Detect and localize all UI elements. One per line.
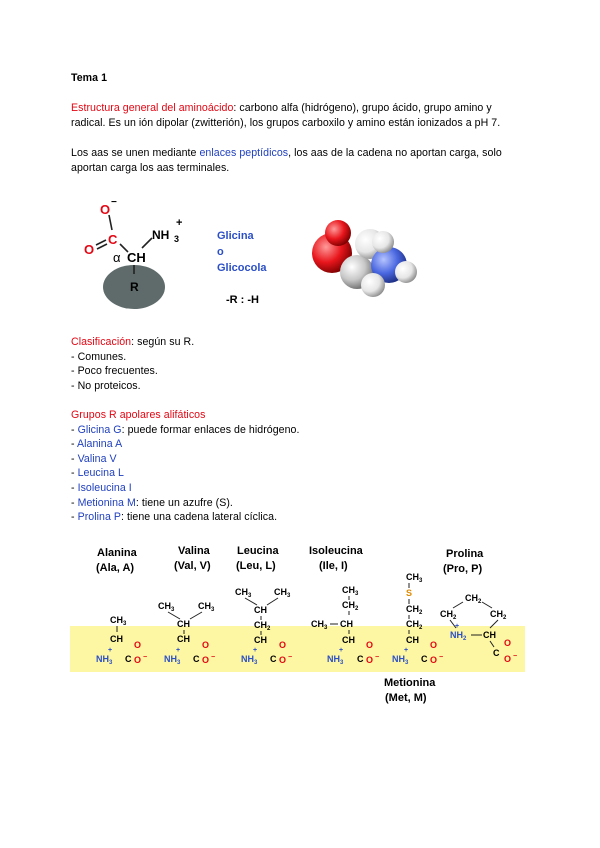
svg-text:CH2: $CH_2$	[406, 619, 423, 631]
svg-text:CH: CH	[110, 634, 123, 644]
amino-acid-figure	[70, 190, 430, 320]
carboxyl-c: C	[108, 232, 118, 247]
label-metionina: Metionina	[384, 677, 436, 689]
svg-text:NH3: $NH_3$	[96, 654, 113, 666]
peptide-link[interactable]: enlaces peptídicos	[199, 147, 289, 159]
svg-text:O: O	[279, 655, 287, 665]
apolar-item: - Glicina G: puede formar enlaces de hidrógeno.	[71, 423, 300, 436]
apolar-item-name: Alanina A	[77, 438, 123, 451]
svg-text:CH3: $CH_3$	[342, 585, 359, 597]
svg-text:CH: CH	[340, 619, 353, 629]
amino-sub-3: 3	[174, 234, 180, 244]
svg-text:CH: CH	[483, 630, 496, 640]
label-isoleucina: Isoleucina	[309, 545, 363, 557]
svg-text:CH2: $CH_2$	[406, 604, 423, 616]
apolar-item: - Isoleucina I	[71, 481, 132, 494]
bond-ch-n	[142, 238, 152, 248]
classification-item-2: - Poco frecuentes.	[71, 365, 158, 378]
apolar-section	[71, 408, 299, 525]
svg-text:+: +	[404, 647, 409, 654]
apolar-item-name: Valina V	[77, 452, 117, 465]
bond-c-o-single	[109, 215, 112, 230]
svg-text:−: −	[439, 654, 444, 661]
classification-rest: : según su R.	[131, 336, 195, 348]
svg-text:CH: CH	[342, 635, 355, 645]
svg-text:NH3: $NH_3$	[327, 654, 344, 666]
r-label: R	[130, 280, 139, 294]
svg-text:−: −	[211, 654, 216, 661]
svg-text:O: O	[279, 640, 287, 650]
apolar-item: - Metionina M: tiene un azufre (S).	[71, 496, 233, 509]
apolar-item-name: Prolina P	[77, 511, 122, 524]
svg-text:CH3: $CH_3$	[274, 587, 291, 599]
carboxyl-o-double: O	[84, 242, 95, 257]
apolar-item-name: Metionina M	[77, 496, 136, 509]
svg-text:+: +	[339, 647, 344, 654]
svg-text:+: +	[455, 623, 460, 630]
intro-line2: radical. Es un ión dipolar (zwitterión), los grupos carboxilo y amino están ionizados a pH 7.	[71, 116, 501, 129]
svg-text:C: C	[125, 654, 132, 664]
carboxyl-o-minus: O	[100, 202, 111, 217]
svg-text:O: O	[134, 640, 142, 650]
intro-line1: : carbono alfa (hidrógeno), grupo ácido, grupo amino y	[233, 102, 492, 114]
peptide-line2: aportan carga los aas terminales.	[71, 161, 230, 174]
svg-text:CH3: $CH_3$	[158, 601, 175, 613]
alpha-ch: CH	[127, 250, 146, 265]
classification-item-3: - No proteicos.	[71, 379, 141, 392]
peptide-post: , los aas de la cadena no aportan carga, solo	[288, 147, 502, 159]
bond-c-o-double-a	[96, 240, 106, 245]
classification-highlight: Clasificación	[71, 336, 132, 348]
label-valina: Valina	[178, 545, 210, 557]
svg-text:C: C	[270, 654, 277, 664]
glycine-or: o	[217, 246, 224, 258]
svg-text:CH: CH	[177, 634, 190, 644]
page-title: Tema 1	[71, 72, 108, 84]
svg-text:NH2: $NH_2$	[450, 630, 467, 642]
svg-text:C: C	[193, 654, 200, 664]
svg-text:O: O	[202, 640, 210, 650]
o-minus-charge: −	[111, 197, 117, 208]
sulfur-atom: S	[406, 588, 413, 598]
svg-text:C: C	[421, 654, 428, 664]
abbr-leucina: (Leu, L)	[236, 560, 276, 572]
svg-text:O: O	[504, 654, 512, 664]
label-leucina: Leucina	[237, 545, 279, 557]
intro-highlight: Estructura general del aminoácido	[71, 102, 234, 114]
peptide-paragraph	[71, 146, 541, 175]
peptide-pre: Los aas se unen mediante	[71, 147, 200, 159]
svg-text:O: O	[430, 655, 438, 665]
svg-text:CH: CH	[177, 619, 190, 629]
abbr-prolina: (Pro, P)	[443, 563, 483, 575]
svg-text:CH: CH	[254, 635, 267, 645]
svg-text:CH: CH	[254, 605, 267, 615]
svg-text:O: O	[366, 655, 374, 665]
intro-paragraph	[71, 101, 541, 130]
classification-item-1: - Comunes.	[71, 350, 127, 363]
abbr-metionina: (Met, M)	[385, 692, 427, 704]
svg-text:−: −	[288, 654, 293, 661]
apolar-amino-acids-figure	[70, 538, 530, 708]
alpha-symbol: α	[113, 250, 121, 265]
svg-text:NH3: $NH_3$	[164, 654, 181, 666]
apolar-title: Grupos R apolares alifáticos	[71, 409, 206, 421]
svg-text:−: −	[143, 654, 148, 661]
svg-text:O: O	[430, 640, 438, 650]
apolar-item-name: Leucina L	[77, 467, 124, 480]
abbr-valina: (Val, V)	[174, 560, 211, 572]
svg-text:CH2: $CH_2$	[465, 593, 482, 605]
classification-section	[71, 335, 194, 393]
apolar-item-name: Glicina G	[77, 423, 122, 436]
apolar-item-name: Isoleucina I	[77, 481, 132, 494]
svg-text:O: O	[202, 655, 210, 665]
glycine-space-filling-model	[312, 220, 417, 297]
amino-plus-charge: +	[176, 217, 183, 229]
svg-text:CH3: $CH_3$	[311, 619, 328, 631]
svg-text:CH2: $CH_2$	[254, 620, 271, 632]
svg-text:O: O	[366, 640, 374, 650]
abbr-alanina: (Ala, A)	[96, 562, 135, 574]
svg-text:O: O	[504, 638, 512, 648]
svg-text:+: +	[176, 647, 181, 654]
svg-text:+: +	[108, 647, 113, 654]
svg-text:C: C	[357, 654, 364, 664]
apolar-item: - Leucina L	[71, 467, 124, 480]
svg-text:CH: CH	[406, 635, 419, 645]
glycocola-name: Glicocola	[217, 262, 267, 274]
svg-text:+: +	[253, 647, 258, 654]
label-alanina: Alanina	[97, 547, 137, 559]
apolar-item: - Valina V	[71, 452, 117, 465]
svg-text:−: −	[513, 653, 518, 660]
amino-nh3: NH	[152, 228, 170, 242]
bond-c-o-double-b	[97, 244, 107, 249]
r-equals-h: -R : -H	[226, 294, 259, 306]
apolar-item: - Prolina P: tiene una cadena lateral cíclica.	[71, 511, 278, 524]
svg-text:NH3: $NH_3$	[392, 654, 409, 666]
svg-text:NH3: $NH_3$	[241, 654, 258, 666]
svg-text:C: C	[493, 648, 500, 658]
svg-text:CH3: $CH_3$	[235, 587, 252, 599]
svg-text:CH3: $CH_3$	[110, 615, 127, 627]
svg-text:CH2: $CH_2$	[342, 600, 359, 612]
label-prolina: Prolina	[446, 548, 484, 560]
svg-text:CH3: $CH_3$	[406, 572, 423, 584]
svg-text:CH2: $CH_2$	[440, 609, 457, 621]
glycine-name: Glicina	[217, 230, 254, 242]
svg-text:CH2: $CH_2$	[490, 609, 507, 621]
apolar-item: - Alanina A	[71, 438, 123, 451]
abbr-isoleucina: (Ile, I)	[319, 560, 348, 572]
svg-text:O: O	[134, 655, 142, 665]
svg-text:−: −	[375, 654, 380, 661]
svg-text:CH3: $CH_3$	[198, 601, 215, 613]
